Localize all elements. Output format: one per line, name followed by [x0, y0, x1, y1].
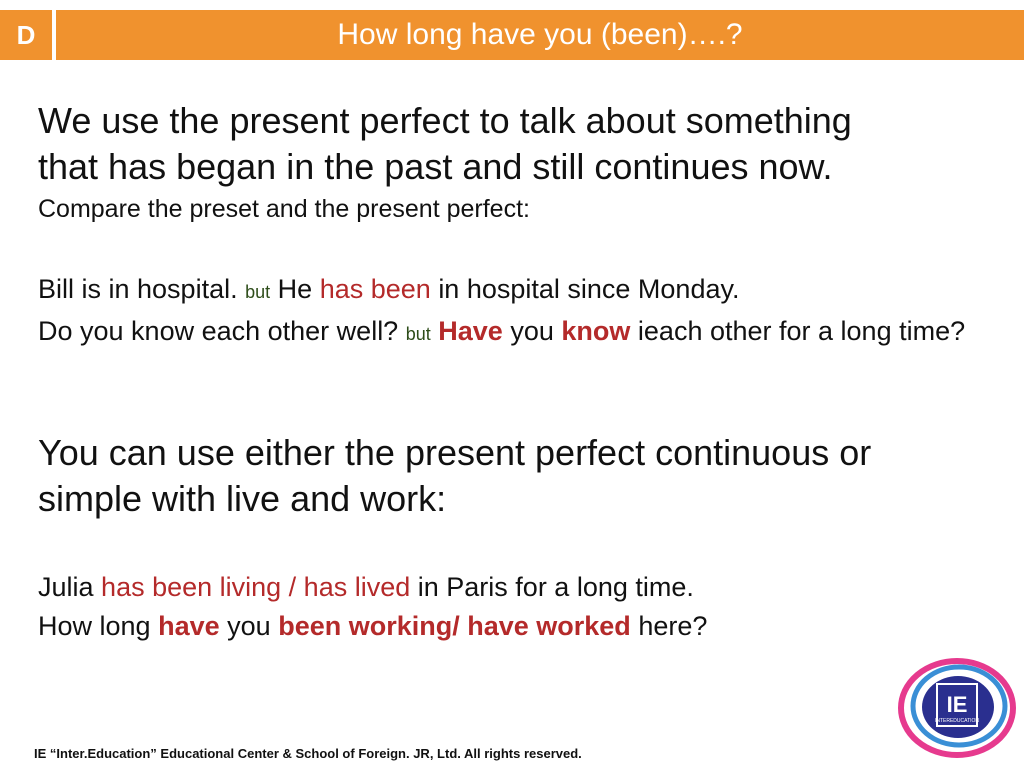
example-2-part-1: Do you know each other well? [38, 316, 399, 346]
example-1-part-3: in hospital since Monday. [438, 274, 740, 304]
footer-copyright: IE “Inter.Education” Educational Center & School of Foreign. JR, Ltd. All rights reserved. [34, 746, 582, 761]
compare-label: Compare the preset and the present perfect: [38, 195, 530, 223]
example-1-part-1: Bill is in hospital. [38, 274, 238, 304]
example-3-part-1: Julia [38, 572, 94, 602]
ie-logo [898, 658, 1016, 758]
options-line-1: You can use either the present perfect continuous or [38, 432, 872, 473]
example-2-but: but [405, 324, 431, 344]
example-sentence-4 [38, 607, 994, 646]
example-4-highlight-2: been working/ have worked [278, 611, 631, 641]
intro-line-1: We use the present perfect to talk about something [38, 100, 852, 141]
example-4-part-3: here? [638, 611, 708, 641]
intro-text [38, 98, 994, 190]
example-sentence-2 [38, 312, 994, 354]
example-sentence-3 [38, 568, 994, 607]
example-4-highlight-1: have [158, 611, 220, 641]
example-1-but: but [245, 282, 271, 302]
example-3-part-2: in Paris for a long time. [417, 572, 694, 602]
logo-text: IE [946, 692, 968, 717]
example-1-highlight: has been [319, 274, 431, 304]
example-2-part-3: ieach other for a long time? [637, 316, 966, 346]
example-2-part-2: you [510, 316, 554, 346]
example-3-highlight: has been living / has lived [101, 572, 411, 602]
logo-subtext: INTEREDUCATION [934, 718, 980, 724]
example-sentence-1 [38, 270, 994, 312]
example-4-part-1: How long [38, 611, 151, 641]
options-text [38, 430, 994, 522]
section-letter: D [0, 10, 56, 60]
example-4-part-2: you [227, 611, 271, 641]
example-2-highlight-1: Have [438, 316, 503, 346]
slide-title: How long have you (been)….? [337, 18, 743, 51]
example-1-part-2: He [277, 274, 313, 304]
examples-block-2 [38, 568, 994, 646]
options-line-2: simple with live and work: [38, 478, 447, 519]
example-2-highlight-2: know [561, 316, 631, 346]
intro-line-2: that has began in the past and still continues now. [38, 146, 833, 187]
examples-block [38, 270, 994, 354]
